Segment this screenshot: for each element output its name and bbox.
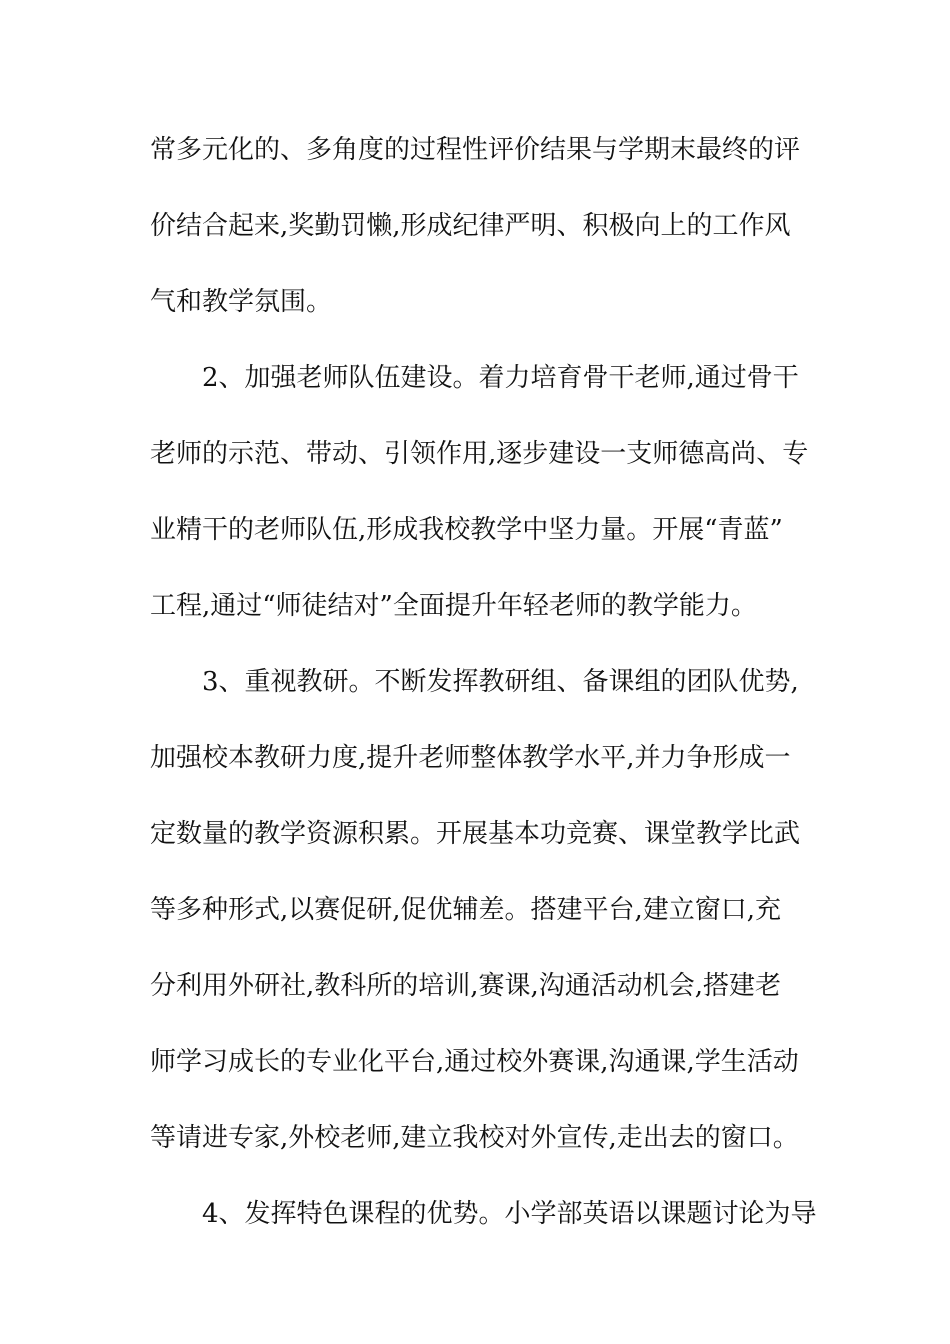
text-line-14: 等请进专家,外校老师,建立我校对外宣传,走出去的窗口。 — [150, 1123, 799, 1153]
text-line-12: 分利用外研社,教科所的培训,赛课,沟通活动机会,搭建老 — [150, 971, 782, 1001]
paragraph-3-start: 3、重视教研。不断发挥教研组、备课组的团队优势, — [202, 667, 799, 697]
text-line-9: 加强校本教研力度,提升老师整体教学水平,并力争形成一 — [150, 743, 791, 773]
text-line-13: 师学习成长的专业化平台,通过校外赛课,沟通课,学生活动 — [150, 1047, 799, 1077]
text-line-2: 价结合起来,奖勤罚懒,形成纪律严明、积极向上的工作风 — [150, 211, 791, 241]
text-line-10: 定数量的教学资源积累。开展基本功竞赛、课堂教学比武 — [150, 819, 801, 849]
text-line-3: 气和教学氛围。 — [150, 287, 333, 317]
paragraph-2-start: 2、加强老师队伍建设。着力培育骨干老师,通过骨干 — [202, 363, 799, 393]
paragraph-4-start: 4、发挥特色课程的优势。小学部英语以课题讨论为导 — [202, 1199, 817, 1229]
text-line-5: 老师的示范、带动、引领作用,逐步建设一支师德高尚、专 — [150, 439, 809, 469]
text-line-7: 工程,通过“师徒结对”全面提升年轻老师的教学能力。 — [150, 591, 757, 621]
text-line-11: 等多种形式,以赛促研,促优辅差。搭建平台,建立窗口,充 — [150, 895, 782, 925]
text-line-6: 业精干的老师队伍,形成我校教学中坚力量。开展“青蓝” — [150, 515, 783, 545]
text-line-1: 常多元化的、多角度的过程性评价结果与学期末最终的评 — [150, 135, 801, 165]
